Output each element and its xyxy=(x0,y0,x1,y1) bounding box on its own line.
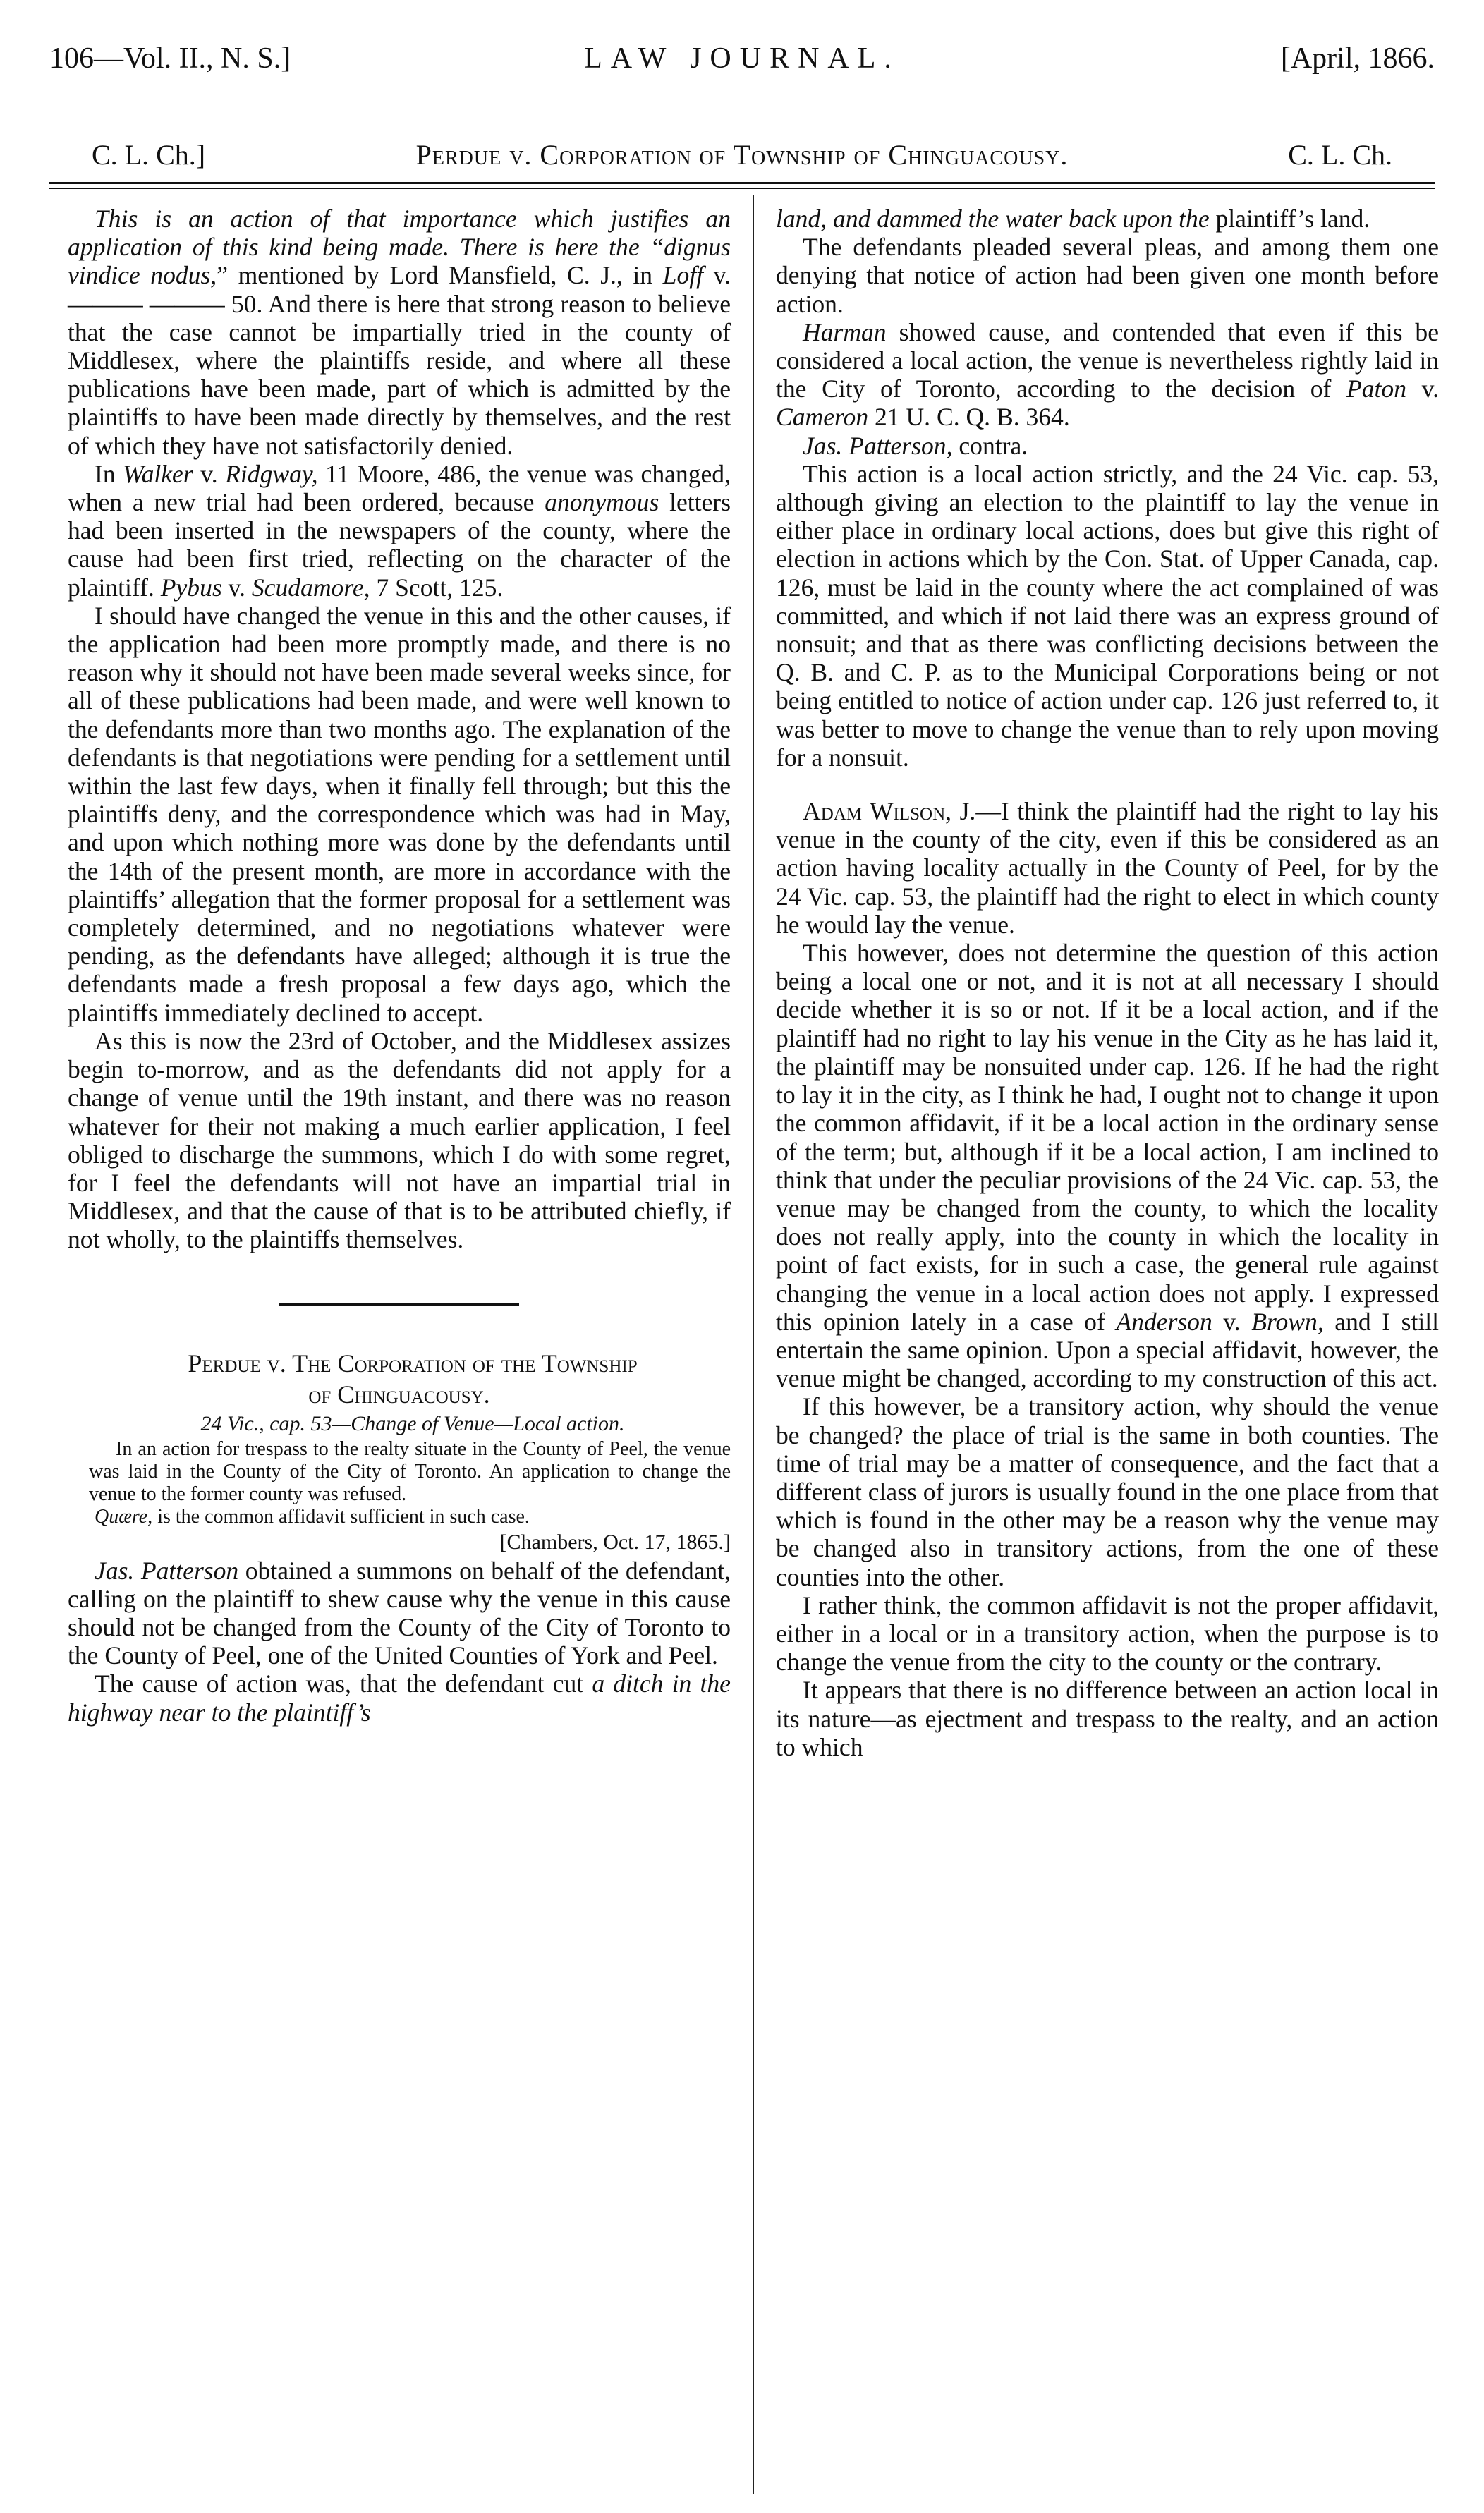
text-run: 11 Moore, 486, the venue was changed, when a new trial had been ordered, because xyxy=(68,459,731,517)
issue-date: [April, 1866. xyxy=(1280,42,1435,75)
case-title-line: of Chinguacousy. xyxy=(308,1380,490,1408)
text-run-italic: Paton xyxy=(1346,375,1406,403)
text-run: v. ——— ——— 50. And there is here that strong reason to believe that the case cannot be impartially tried in the county of Middlesex, where the plaintiffs reside, and where all these publications have been made, part of which is admitted by the plaintiffs to have been made directly by themselves, and the rest of which they have not satisfactorily denied. xyxy=(68,261,731,460)
paragraph: I rather think, the common affidavit is not the proper affidavit, either in a local or in a transitory action, when the purpose is to change the venue from the city to the county or the contrary. xyxy=(776,1590,1439,1677)
text-run: 21 U. C. Q. B. 364. xyxy=(868,403,1070,432)
text-run-italic: Jas. Patterson xyxy=(95,1556,239,1585)
case-title-line: Perdue v. The Corporation of the Township xyxy=(188,1349,638,1377)
court-abbrev-right: C. L. Ch. xyxy=(1288,139,1392,171)
paragraph: The defendants pleaded several pleas, and among them one denying that notice of action had been given one month before action. xyxy=(776,233,1439,318)
text-run-italic: Harman xyxy=(803,317,887,346)
text-run-italic: Brown, xyxy=(1251,1307,1324,1336)
text-run-italic: Jas. Patterson, xyxy=(803,431,953,460)
judgment-paragraph xyxy=(776,797,1439,939)
text-run-italic: Ridgway, xyxy=(225,459,318,488)
text-run: The cause of action was, that the defendant cut xyxy=(95,1669,592,1698)
text-run-italic: anonymous xyxy=(545,488,659,517)
paragraph xyxy=(776,432,1439,460)
left-column xyxy=(68,205,731,1727)
text-run: contra. xyxy=(952,431,1028,460)
quaere-text: is the common affidavit sufficient in such case. xyxy=(152,1505,530,1528)
court-abbrev-left: C. L. Ch.] xyxy=(92,139,206,171)
text-run-italic: Anderson xyxy=(1116,1307,1212,1336)
text-run-italic: Walker xyxy=(123,459,193,488)
header-rule-thin xyxy=(49,188,1435,189)
journal-title: LAW JOURNAL. xyxy=(584,42,900,75)
header-rule-thick xyxy=(49,182,1435,184)
case-title xyxy=(68,1348,731,1410)
text-run-italic: a ditch in the highway near to the plaintiff’s xyxy=(68,1669,731,1727)
text-run-italic: Cameron xyxy=(776,403,869,432)
paragraph xyxy=(68,1669,731,1726)
chambers-date: [Chambers, Oct. 17, 1865.] xyxy=(499,1530,731,1554)
section-head xyxy=(49,134,1435,176)
headnote: In an action for trespass to the realty situate in the County of Peel, the venue was laid in the County of the City of Toronto. An application to change the venue to the former county was refused. xyxy=(89,1437,731,1505)
paragraph xyxy=(776,939,1439,1392)
case-citation: 24 Vic., cap. 53—Change of Venue—Local action. xyxy=(200,1411,625,1435)
case-running-title: Perdue v. Corporation of Township of Chinguacousy. xyxy=(415,139,1069,171)
text-run: v. xyxy=(193,459,226,488)
paragraph xyxy=(68,205,731,460)
text-run: In xyxy=(95,459,123,488)
text-run-italic: Pybus xyxy=(160,573,222,602)
page-volume: 106—Vol. II., N. S.] xyxy=(49,42,291,75)
paragraph: As this is now the 23rd of October, and the Middlesex assizes begin to-morrow, and as the defendants did not apply for a change of venue until the 19th instant, and there was no reason whatever for their not making a much earlier application, I feel obliged to discharge the summons, which I do with some regret, for I feel the defendants will not have an impartial trial in Middlesex, and that the cause of that is to be attributed chiefly, if not wholly, to the plaintiffs themselves. xyxy=(68,1026,731,1254)
text-run: obtained a summons on behalf of the defendant, calling on the plaintiff to shew cause why the venue in this cause should not be changed from the County of the City of Toronto to the County of Peel, one of the United Counties of York and Peel. xyxy=(68,1556,731,1670)
text-run: v. xyxy=(221,573,252,602)
paragraph: It appears that there is no difference between an action local in its nature—as ejectment and trespass to the realty, and an action to which xyxy=(776,1676,1439,1761)
text-run: letters had been inserted in the newspapers of the county, where the cause had been first tried, reflecting on the character of the plaintiff. xyxy=(68,488,731,602)
text-run: plaintiff’s land. xyxy=(1209,205,1370,233)
running-head xyxy=(49,34,1435,83)
paragraph xyxy=(776,318,1439,432)
section-divider-rule xyxy=(279,1303,519,1306)
text-run: v. xyxy=(1406,375,1439,403)
paragraph xyxy=(776,205,1439,233)
paragraph: I should have changed the venue in this and the other causes, if the application had been more promptly made, and there is no reason why it should not have been made several weeks since, for all of these publications had been made, and were well known to the defendants more than two months ago. The explanation of the defendants is that negotiations were pending for a settlement until within the last few days, when it finally fell through; but this the plaintiffs deny, and the correspondence which was had in May, and upon which nothing more was done by the defendants until the 14th of the present month, are more in accordance with the plaintiffs’ allegation that the former proposal for a settlement was completely determined, and no negotiations whatever were pending, as the defendants have alleged; although it is true the defendants made a fresh proposal a few days ago, which the plaintiffs immediately declined to accept. xyxy=(68,601,731,1027)
text-run: and I still entertain the same opinion. Upon a special affidavit, however, the venue might be changed, according to my construction of this act. xyxy=(776,1307,1439,1393)
text-run-italic: land, and dammed the water back upon the xyxy=(776,205,1210,233)
text-run: v. xyxy=(1212,1307,1252,1336)
text-run-italic: Loff xyxy=(662,261,704,290)
text-run: —I think the plaintiff had the right to lay his venue in the county of the city, even if this be considered as an action having locality actually in the County of Peel, for by the 24 Vic. cap. 53, the plaintiff had the right to elect in which county he would lay the venue. xyxy=(776,797,1439,939)
paragraph: This action is a local action strictly, and the 24 Vic. cap. 53, although giving an election to the plaintiff to lay the venue in either place in ordinary local actions, does but give this right of election in actions which by the Con. Stat. of Upper Canada, cap. 126, must be laid in the county where the act complained of was committed, and which if not laid there was an express ground of nonsuit; and that as there was conflicting decisions between the Q. B. and C. P. as to the Municipal Corporations being or not being entitled to notice of action under cap. 126 just referred to, it was better to move to change the venue than to rely upon moving for a nonsuit. xyxy=(776,459,1439,772)
column-divider xyxy=(753,195,754,2494)
paragraph xyxy=(68,460,731,602)
text-run-italic: Scudamore, xyxy=(251,573,370,602)
text-run: ” mentioned by Lord Mansfield, C. J., in xyxy=(217,261,663,290)
quaere-note xyxy=(68,1506,731,1528)
text-run-italic: dignus vindice nodus, xyxy=(68,233,731,290)
paragraph: If this however, be a transitory action, why should the venue be changed? the place of trial is the same in both counties. The time of trial may be a matter of consequence, and the fact that a different class of jurors is usually found in the one place from that which is found in the other may be a reason why the venue may be changed also in transitory actions, from the one of these counties into the other. xyxy=(776,1392,1439,1591)
right-column xyxy=(776,205,1439,1761)
text-run: 7 Scott, 125. xyxy=(370,573,504,602)
judge-name: Adam Wilson, J. xyxy=(803,797,976,826)
paragraph xyxy=(68,1557,731,1670)
text-run: This is an action of that importance which justifies an application of this kind being made. There is here the “ xyxy=(68,205,731,262)
text-run: This however, does not determine the question of this action being a local one or not, and it is not at all necessary I should decide whether it is so or not. If it be a local action, and if the plaintiff had no right to lay his venue in the City as he has laid it, the plaintiff may be nonsuited under cap. 126. If he had the right to lay it in the city, as I think he had, I ought not to change it upon the common affidavit, if it be a local action in the ordinary sense of the term; but, although if it be a local action, I am inclined to think that under the peculiar provisions of the 24 Vic. cap. 53, the venue may be changed from the county, to which the locality does not really apply, into the county in which the locality in point of fact exists, for in such a case, the general rule against changing the venue in a local action does not apply. I expressed this opinion lately in a case of xyxy=(776,939,1439,1336)
quaere-label: Quære, xyxy=(95,1505,153,1528)
text-run: showed cause, and contended that even if this be considered a local action, the venue is nevertheless rightly laid in the City of Toronto, according to the decision of xyxy=(776,317,1439,403)
